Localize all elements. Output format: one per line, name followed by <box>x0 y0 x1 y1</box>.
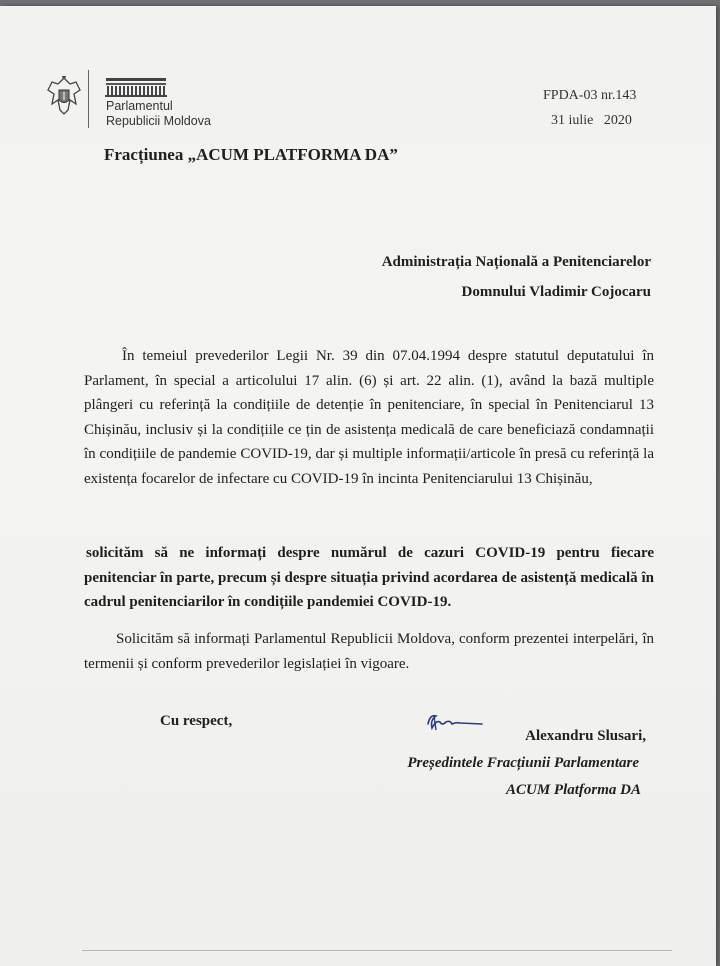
body-paragraph-request: solicităm să ne informați despre numărul de cazuri COVID-19 pentru fiecare penitenciar în parte, precum și despre situația privind acordarea de asistență medicală în cadrul penitenciarilor în condițiile pandemiei COVID-19. <box>84 545 654 610</box>
signatory-organization: ACUM Platforma DA <box>505 782 641 798</box>
closing-salutation: Cu respect, <box>160 713 233 729</box>
footer-divider <box>82 950 672 951</box>
institution-name <box>106 99 211 129</box>
signatory-title: Președintele Fracțiunii Parlamentare <box>407 755 639 771</box>
institution-name-line1: Parlamentul <box>106 99 173 113</box>
coat-of-arms-icon <box>46 74 82 118</box>
letter-page <box>0 6 716 966</box>
parliament-building-icon <box>104 74 168 98</box>
signatory-name: Alexandru Slusari, <box>525 728 646 744</box>
document-reference: FPDA-03 nr.143 <box>543 88 637 103</box>
logo-divider <box>88 70 89 128</box>
institution-name-line2: Republicii Moldova <box>106 114 211 128</box>
document-date: 31 iulie 2020 <box>551 113 632 128</box>
fraction-title: Fracțiunea „ACUM PLATFORMA DA” <box>104 145 398 164</box>
recipient-institution: Administrația Națională a Penitenciarelor <box>381 254 651 270</box>
recipient-name: Domnului Vladimir Cojocaru <box>461 284 651 300</box>
signature-icon <box>424 710 488 736</box>
body-paragraph-3: Solicităm să informați Parlamentul Republicii Moldova, conform prezentei interpelări, în termenii și conform prevederilor legislației în vigoare. <box>84 631 654 672</box>
body-paragraph-1: În temeiul prevederilor Legii Nr. 39 din 07.04.1994 despre statutul deputatului în Parlament, în special a articolului 17 alin. (6) și art. 22 alin. (1), având la bază multiple plângeri cu referință la condițiile de detenție în penitenciare, în special în Penitenciarul 13 Chișinău, inclusiv și la condițiile ce țin de asistența medicală de care beneficiază condamnații în condițiile de pandemie COVID-19, dar și multiple informații/articole în presă cu referință la existența focarelor de infectare cu COVID-19 în incinta Penitenciarului 13 Chișinău, <box>84 348 654 487</box>
